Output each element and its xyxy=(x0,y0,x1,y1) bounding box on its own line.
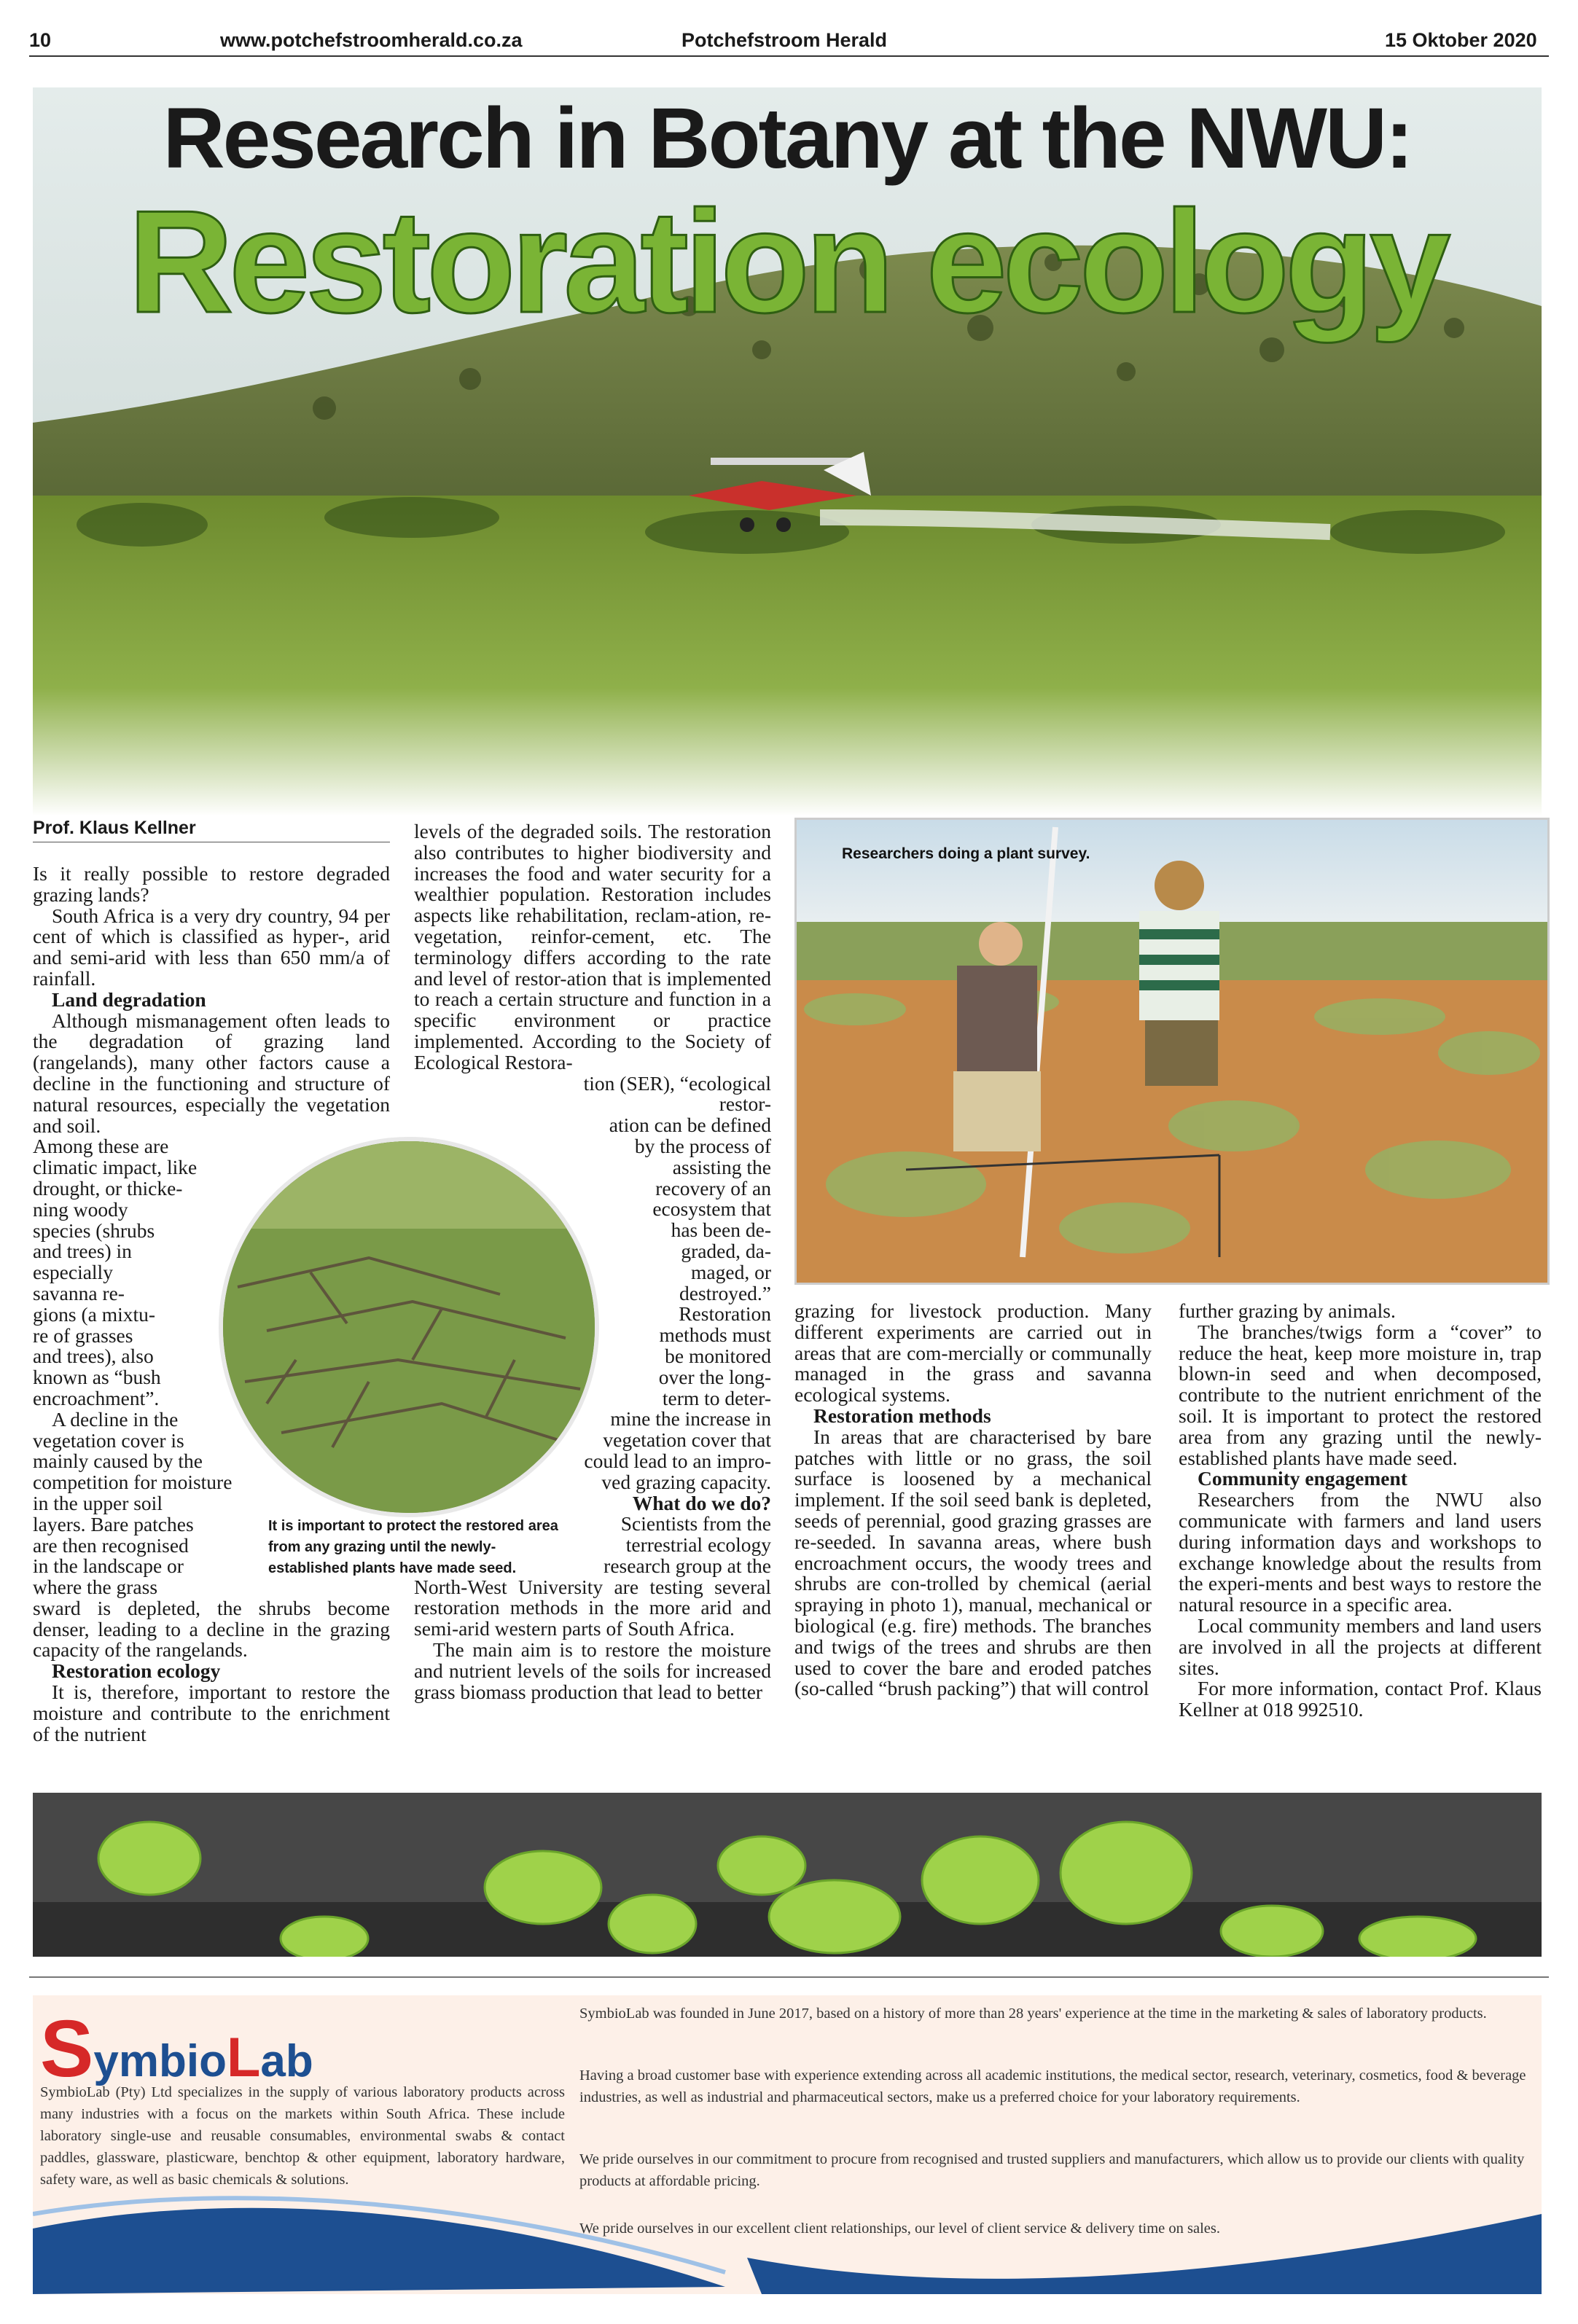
wrap-line: climatic impact, like xyxy=(33,1156,198,1179)
wrap-line: over the long- xyxy=(658,1365,771,1388)
wrap-line: tion (SER), “ecological xyxy=(583,1071,771,1095)
article-column-3 xyxy=(794,1301,1152,1699)
byline: Prof. Klaus Kellner xyxy=(33,818,390,842)
ad-paragraph-4: We pride ourselves in our excellent client relationships, our level of client service & delivery time on sales. xyxy=(579,2221,1220,2237)
wrap-line: Scientists from the xyxy=(620,1512,771,1535)
wrap-line: ved grazing capacity. xyxy=(601,1470,771,1493)
col4-subhead-community-engagement: Community engagement xyxy=(1198,1467,1407,1490)
circle-photo-caption: It is important to protect the restored area from any grazing until the newly-established plants have made seed. xyxy=(268,1518,558,1576)
article-column-4 xyxy=(1179,1301,1542,1721)
symbiolab-advertisement xyxy=(33,1995,1542,2294)
wrap-line: could lead to an impro- xyxy=(584,1449,771,1472)
col1-intro-question: Is it really possible to restore degraded grazing lands? xyxy=(33,862,390,906)
wrap-line: destroyed.” xyxy=(679,1281,771,1304)
col3-methods-paragraph: In areas that are characterised by bare patches with little or no grass, the soil surface is loosened by a mechanical implement. If the soil seed bank is depleted, seeds of perennial, good grazing grasses are re-seeded. In savanna areas, where bush encroachment occurs, the woody trees and shrubs are con-trolled by chemical (aerial spraying in photo 1), manual, mechanical or biological (e.g. fire) methods. The branches and twigs of the trees and shrubs are then used to cover the bare and eroded patches (so-called “brush packing”) that will control xyxy=(794,1425,1152,1700)
logo-letter-s: S xyxy=(40,2004,94,2094)
wrap-line: maged, or xyxy=(691,1260,771,1283)
brush-packing-photo xyxy=(219,1137,599,1517)
wrap-line: mainly caused by the xyxy=(33,1449,203,1473)
headline-line-2: Restoration ecology xyxy=(128,181,1447,343)
wrap-line: ning woody xyxy=(33,1197,128,1221)
wrap-line: graded, da- xyxy=(681,1239,771,1262)
brush-packing-illustration xyxy=(223,1141,595,1513)
wrap-line: gions (a mixtu- xyxy=(33,1302,156,1326)
col2-main-aim-paragraph: The main aim is to restore the moisture and nutrient levels of the soils for increased grass biomass production that lead to better xyxy=(414,1638,771,1703)
seedlings-illustration xyxy=(33,1793,1542,1957)
wrap-line: be monitored xyxy=(665,1344,771,1367)
website-url[interactable]: www.potchefstroomherald.co.za xyxy=(220,29,523,51)
col1-subhead-land-degradation: Land degradation xyxy=(52,987,206,1011)
plant-survey-illustration xyxy=(797,820,1547,1283)
wrap-line: vegetation cover is xyxy=(33,1428,184,1452)
wrap-line: and trees), also xyxy=(33,1345,154,1368)
wrap-line: are then recognised xyxy=(33,1533,189,1557)
col1-sward-paragraph: sward is depleted, the shrubs become denser, leading to a decline in the grazing capacity of the rangelands. xyxy=(33,1596,390,1662)
col1-restore-paragraph: It is, therefore, important to restore the moisture and contribute to the enrichment of the nutrient xyxy=(33,1681,390,1745)
plant-survey-photo xyxy=(794,818,1550,1285)
wrap-line: ation can be defined xyxy=(609,1114,771,1137)
issue-date: 15 Oktober 2020 xyxy=(1385,29,1537,51)
col1-land-paragraph: Although mismanagement often leads to the degradation of grazing land (rangelands), many other factors cause a decline in the functioning and structure of natural resources, especially the vegetation and soil. xyxy=(33,1009,390,1137)
col3-subhead-restoration-methods: Restoration methods xyxy=(813,1404,991,1427)
ad-paragraph-3: We pride ourselves in our commitment to procure from recognised and trusted suppliers and manufacturers, which allow us to provide our clients with quality products at affordable pricing. xyxy=(579,2151,1525,2189)
wrap-line: research group at the xyxy=(604,1554,771,1577)
col3-top-paragraph: grazing for livestock production. Many different experiments are carried out in areas that are com-mercially or communally managed in the grass and savanna ecological systems. xyxy=(794,1299,1152,1406)
wrap-line: known as “bush xyxy=(33,1366,161,1389)
col2-subhead-what-do-we-do: What do we do? xyxy=(632,1491,771,1514)
wrap-line: assisting the xyxy=(672,1155,771,1178)
col1-subhead-restoration-ecology: Restoration ecology xyxy=(52,1659,221,1683)
ad-paragraph-1: SymbioLab was founded in June 2017, based on a history of more than 28 years' experience at the time in the marketing & sales of laboratory products. xyxy=(579,2006,1487,2022)
col2-top-paragraph: levels of the degraded soils. The restoration also contributes to higher biodiversity and increases the food and water security for a wealthier population. Restoration includes aspects like rehabilitation, reclam-ation, re-vegetation, reinfor-cement, etc. The terminology differs according to the rate and level of restor-ation that is implemented to reach a certain structure and function in a specific environment or practice implemented. According to the Society of Ecological Restora- xyxy=(414,820,771,1073)
page-number: 10 xyxy=(29,29,52,51)
header-rule xyxy=(29,55,1549,57)
wrap-line: where the grass xyxy=(33,1576,158,1599)
wrap-line: terrestrial ecology xyxy=(625,1533,771,1557)
wrap-line: A decline in the xyxy=(52,1407,179,1431)
wrap-line: Restoration xyxy=(679,1302,771,1326)
wrap-line: encroachment”. xyxy=(33,1386,160,1409)
wrap-line: vegetation cover that xyxy=(603,1428,771,1452)
wrap-line: ecosystem that xyxy=(652,1197,771,1221)
ad-left-text: SymbioLab (Pty) Ltd specializes in the supply of various laboratory products across many industries with a focus on the markets within South Africa. These include laboratory single-use and reusable consumables, environmental swabs & contact paddles, glassware, plasticware, benchtop & other equipment, laboratory hardware, safety ware, as well as basic chemicals & solutions. xyxy=(40,2084,565,2188)
wrap-line: and trees) in xyxy=(33,1240,132,1263)
wrap-line: in the landscape or xyxy=(33,1554,184,1578)
photo-caption: Researchers doing a plant survey. xyxy=(842,845,1090,862)
ad-paragraph-2: Having a broad customer base with experience extending across all academic institutions, the medical sector, research, veterinary, cosmetics, food & beverage industries, as well as industrial and pharmaceutical sectors, make us a preferred choice for your laboratory requirements. xyxy=(579,2067,1526,2105)
wrap-line: methods must xyxy=(659,1323,771,1347)
wrap-line: re of grasses xyxy=(33,1323,133,1347)
wrap-line: mine the increase in xyxy=(610,1407,771,1431)
col2-nwu-paragraph: North-West University are testing several restoration methods in the more arid and semi-arid western parts of South Africa. xyxy=(414,1575,771,1640)
wrap-line: species (shrubs xyxy=(33,1218,155,1242)
col4-contact-paragraph: For more information, contact Prof. Klaus Kellner at 018 992510. xyxy=(1179,1677,1542,1721)
wrap-line: especially xyxy=(33,1261,113,1284)
wrap-line: competition for moisture xyxy=(33,1471,233,1494)
col1-intro-dry-country: South Africa is a very dry country, 94 per cent of which is classified as hyper-, arid and semi-arid with less than 650 mm/a of rainfall. xyxy=(33,904,390,990)
col4-top-line: further grazing by animals. xyxy=(1179,1299,1396,1322)
publication-name: Potchefstroom Herald xyxy=(681,29,888,51)
col4-branches-paragraph: The branches/twigs form a “cover” to reduce the heat, keep more moisture in, trap blown-in seed and when decomposed, contribute to the nutrient enrichment of the soil. It is important to protect the restored area from any grazing until the newly-established plants have made seed. xyxy=(1179,1320,1542,1469)
wrap-line: layers. Bare patches xyxy=(33,1512,194,1535)
wrap-line: recovery of an xyxy=(655,1176,771,1200)
wrap-line: term to deter- xyxy=(662,1386,771,1409)
headline-line-1: Research in Botany at the NWU: xyxy=(163,90,1412,187)
logo-letter-l: L xyxy=(226,2027,261,2089)
col4-community-paragraph: Researchers from the NWU also communicate with farmers and land users during information days and workshops to exchange knowledge about the results from the experi-ments and best ways to restore the natural resource in a specific area. xyxy=(1179,1488,1542,1616)
seedlings-photo-strip xyxy=(33,1793,1542,1957)
wrap-line: has been de- xyxy=(671,1218,771,1242)
wrap-line: savanna re- xyxy=(33,1281,125,1304)
wrap-line: restor- xyxy=(719,1092,771,1116)
col4-local-community-paragraph: Local community members and land users are involved in all the projects at different sites. xyxy=(1179,1613,1542,1679)
wrap-line: by the process of xyxy=(634,1134,771,1157)
wrap-line: Among these are xyxy=(33,1135,169,1158)
ad-separator xyxy=(29,1976,1549,1978)
logo-text-ymbio: ymbio xyxy=(93,2036,227,2086)
logo-text-ab: ab xyxy=(260,2036,313,2086)
wrap-line: in the upper soil xyxy=(33,1491,163,1514)
wrap-line: drought, or thicke- xyxy=(33,1176,183,1200)
